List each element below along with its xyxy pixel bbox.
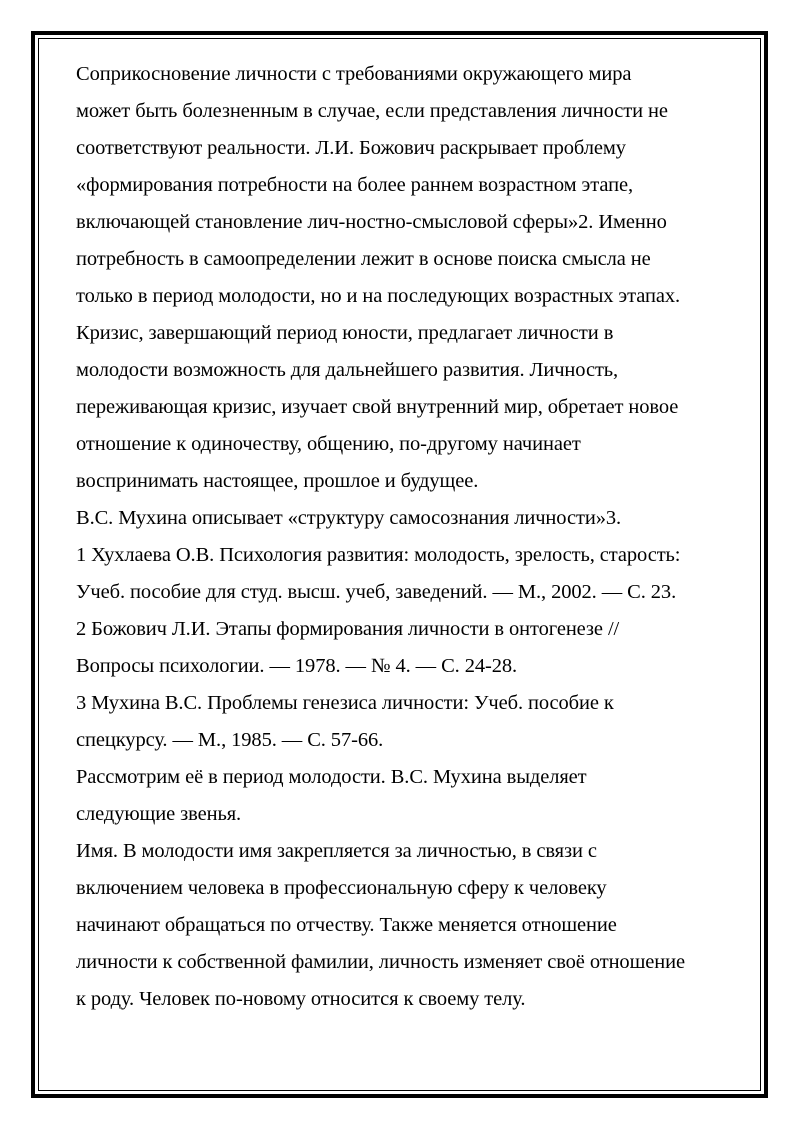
footnote-line: 1 Хухлаева О.В. Психология развития: молодость, зрелость, старость: (76, 544, 681, 566)
text-line: Соприкосновение личности с требованиями окружающего мира (76, 63, 632, 85)
text-line: потребность в самоопределении лежит в основе поиска смысла не (76, 248, 651, 270)
footnote-line: Вопросы психологии. — 1978. — № 4. — С. 24-28. (76, 655, 518, 677)
text-line: переживающая кризис, изучает свой внутренний мир, обретает новое (76, 396, 679, 418)
text-line: «формирования потребности на более раннем возрастном этапе, (76, 174, 633, 196)
text-line: соответствуют реальности. Л.И. Божович раскрывает проблему (76, 137, 626, 159)
footnote-line: 3 Мухина B.C. Проблемы генезиса личности: Учеб. пособие к (76, 692, 614, 714)
text-line: Кризис, завершающий период юности, предлагает личности в (76, 322, 614, 344)
document-text (76, 56, 736, 1018)
text-line: молодости возможность для дальнейшего развития. Личность, (76, 359, 619, 381)
footnote-line: 2 Божович Л.И. Этапы формирования личности в онтогенезе // (76, 618, 620, 640)
text-line: включающей становление лич-ностно-смысловой сферы»2. Именно (76, 211, 667, 233)
text-line: только в период молодости, но и на последующих возрастных этапах. (76, 285, 681, 307)
text-line: к роду. Человек по-новому относится к своему телу. (76, 988, 526, 1010)
text-line: может быть болезненным в случае, если представления личности не (76, 100, 668, 122)
text-line: воспринимать настоящее, прошлое и будущее. (76, 470, 479, 492)
text-line: личности к собственной фамилии, личность изменяет своё отношение (76, 951, 686, 973)
text-line: начинают обращаться по отчеству. Также меняется отношение (76, 914, 617, 936)
footnote-line: спецкурсу. — М., 1985. — С. 57-66. (76, 729, 384, 751)
text-line: В.С. Мухина описывает «структуру самосознания личности»3. (76, 507, 622, 529)
text-line: отношение к одиночеству, общению, по-другому начинает (76, 433, 581, 455)
text-line: Рассмотрим её в период молодости. B.C. Мухина выделяет (76, 766, 587, 788)
footnote-line: Учеб. пособие для студ. высш. учеб, заведений. — М., 2002. — С. 23. (76, 581, 677, 603)
text-line: включением человека в профессиональную сферу к человеку (76, 877, 607, 899)
text-line: следующие звенья. (76, 803, 242, 825)
text-line: Имя. В молодости имя закрепляется за личностью, в связи с (76, 840, 597, 862)
